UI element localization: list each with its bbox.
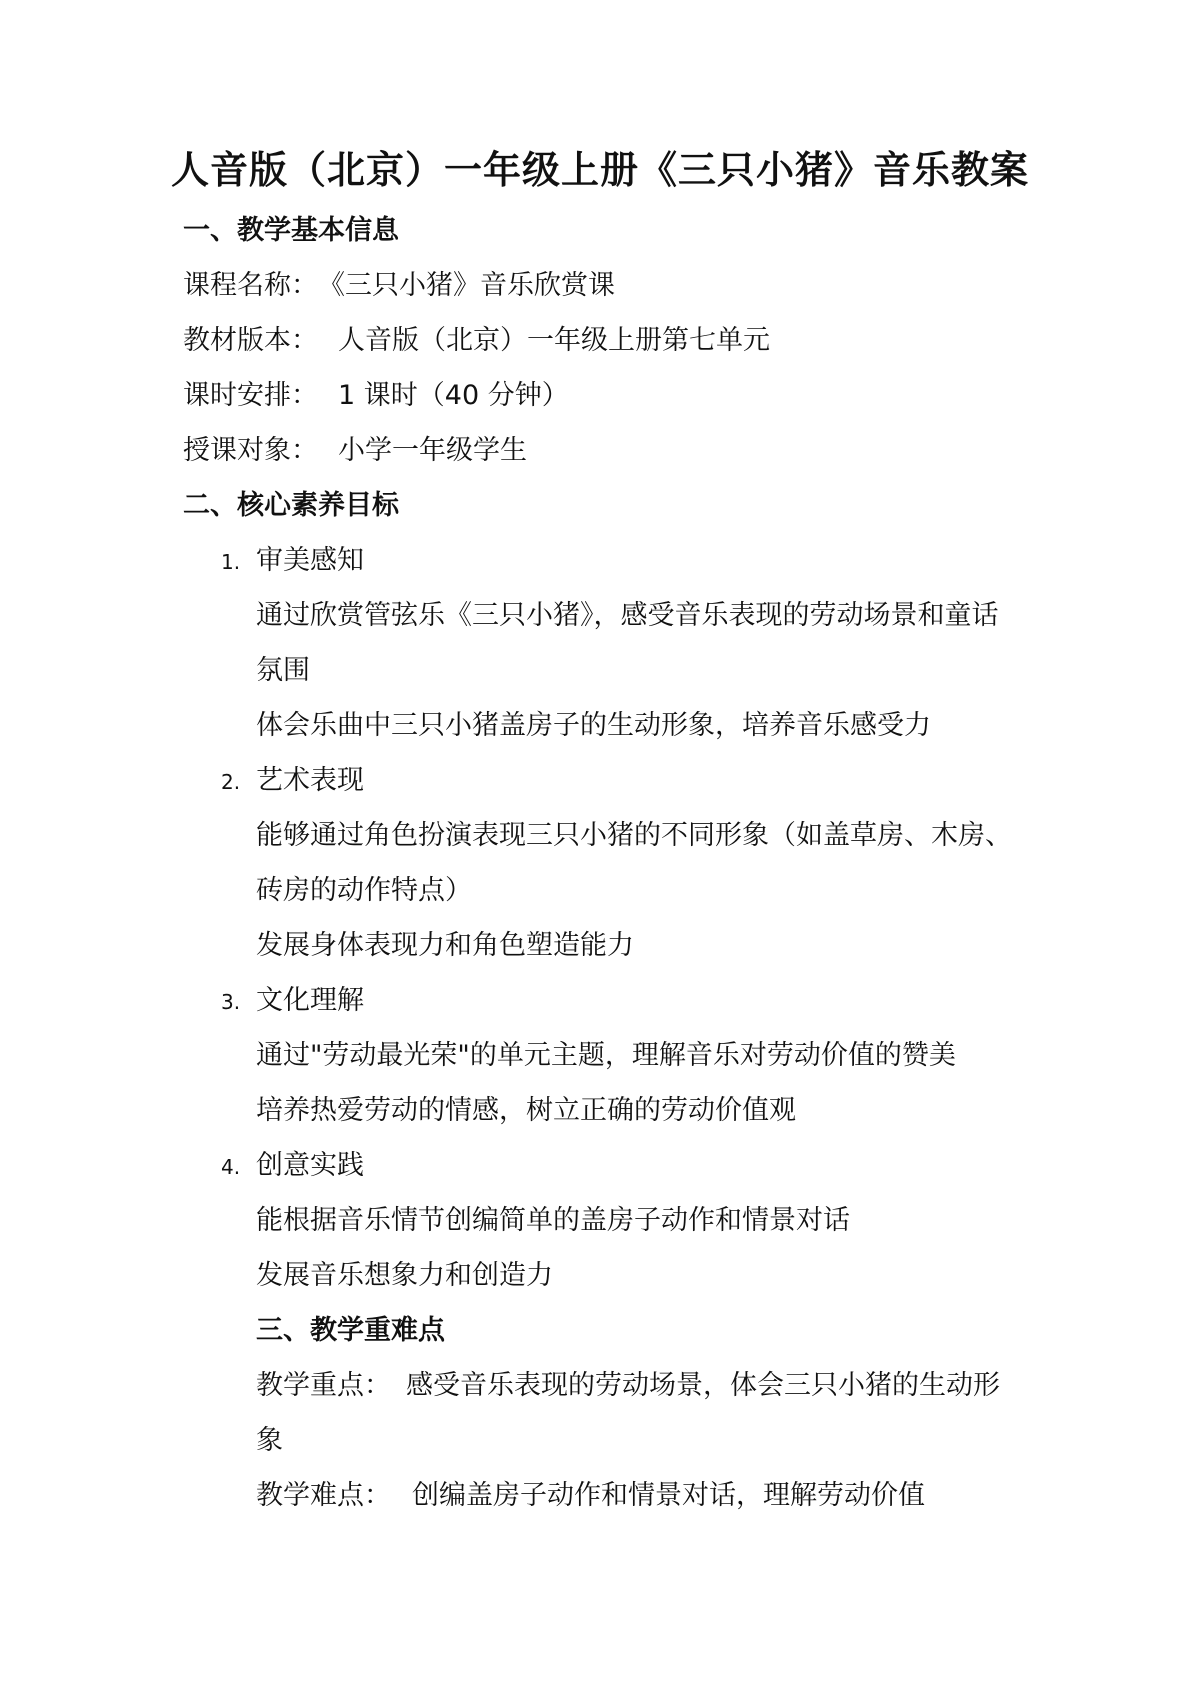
goal-text-line: 通过欣赏管弦乐《三只小猪》，感受音乐表现的劳动场景和童话 xyxy=(256,600,999,631)
goal-title-cultural: 文化理解 xyxy=(256,985,364,1016)
info-row-course-name xyxy=(183,266,615,306)
info-value: 小学一年级学生 xyxy=(338,435,527,466)
goal-title-artistic: 艺术表现 xyxy=(256,765,364,796)
info-row-textbook xyxy=(183,321,770,361)
list-number: 2. xyxy=(221,770,241,794)
list-number: 3. xyxy=(221,990,241,1014)
info-label: 课时安排： xyxy=(183,380,318,411)
key-point-continuation: 象 xyxy=(256,1425,283,1456)
info-value: 《三只小猪》音乐欣赏课 xyxy=(318,270,615,301)
section-heading-basic-info: 一、教学基本信息 xyxy=(183,215,399,246)
goal-text-line: 发展身体表现力和角色塑造能力 xyxy=(256,930,634,961)
difficult-point-row xyxy=(256,1476,925,1516)
section-heading-key-points: 三、教学重难点 xyxy=(256,1315,445,1346)
info-value: 人音版（北京）一年级上册第七单元 xyxy=(338,325,770,356)
goal-text-line: 通过"劳动最光荣"的单元主题，理解音乐对劳动价值的赞美 xyxy=(256,1040,956,1071)
key-point-label: 教学重点： xyxy=(256,1370,391,1401)
goal-text-line: 发展音乐想象力和创造力 xyxy=(256,1260,553,1291)
info-label: 课程名称： xyxy=(183,270,318,301)
goal-text-line: 培养热爱劳动的情感，树立正确的劳动价值观 xyxy=(256,1095,796,1126)
goal-text-line: 能够通过角色扮演表现三只小猪的不同形象（如盖草房、木房、 xyxy=(256,820,1012,851)
info-row-audience xyxy=(183,431,527,471)
key-point-row xyxy=(256,1366,1000,1406)
list-number: 4. xyxy=(221,1155,241,1179)
goal-title-creative: 创意实践 xyxy=(256,1150,364,1181)
list-number: 1. xyxy=(221,550,241,574)
difficult-point-value: 创编盖房子动作和情景对话，理解劳动价值 xyxy=(412,1480,925,1511)
section-heading-core-goals: 二、核心素养目标 xyxy=(183,490,399,521)
goal-title-aesthetic: 审美感知 xyxy=(256,545,364,576)
goal-text-line: 砖房的动作特点） xyxy=(256,875,472,906)
goal-text-line: 体会乐曲中三只小猪盖房子的生动形象，培养音乐感受力 xyxy=(256,710,931,741)
goal-text-line: 能根据音乐情节创编简单的盖房子动作和情景对话 xyxy=(256,1205,850,1236)
info-label: 授课对象： xyxy=(183,435,318,466)
key-point-value: 感受音乐表现的劳动场景，体会三只小猪的生动形 xyxy=(406,1370,1000,1401)
info-value: 1 课时（40 分钟） xyxy=(338,380,569,411)
difficult-point-label: 教学难点： xyxy=(256,1480,391,1511)
info-row-schedule xyxy=(183,376,569,416)
goal-text-line: 氛围 xyxy=(256,655,310,686)
document-title: 人音版（北京）一年级上册《三只小猪》音乐教案 xyxy=(170,148,1029,192)
info-label: 教材版本： xyxy=(183,325,318,356)
